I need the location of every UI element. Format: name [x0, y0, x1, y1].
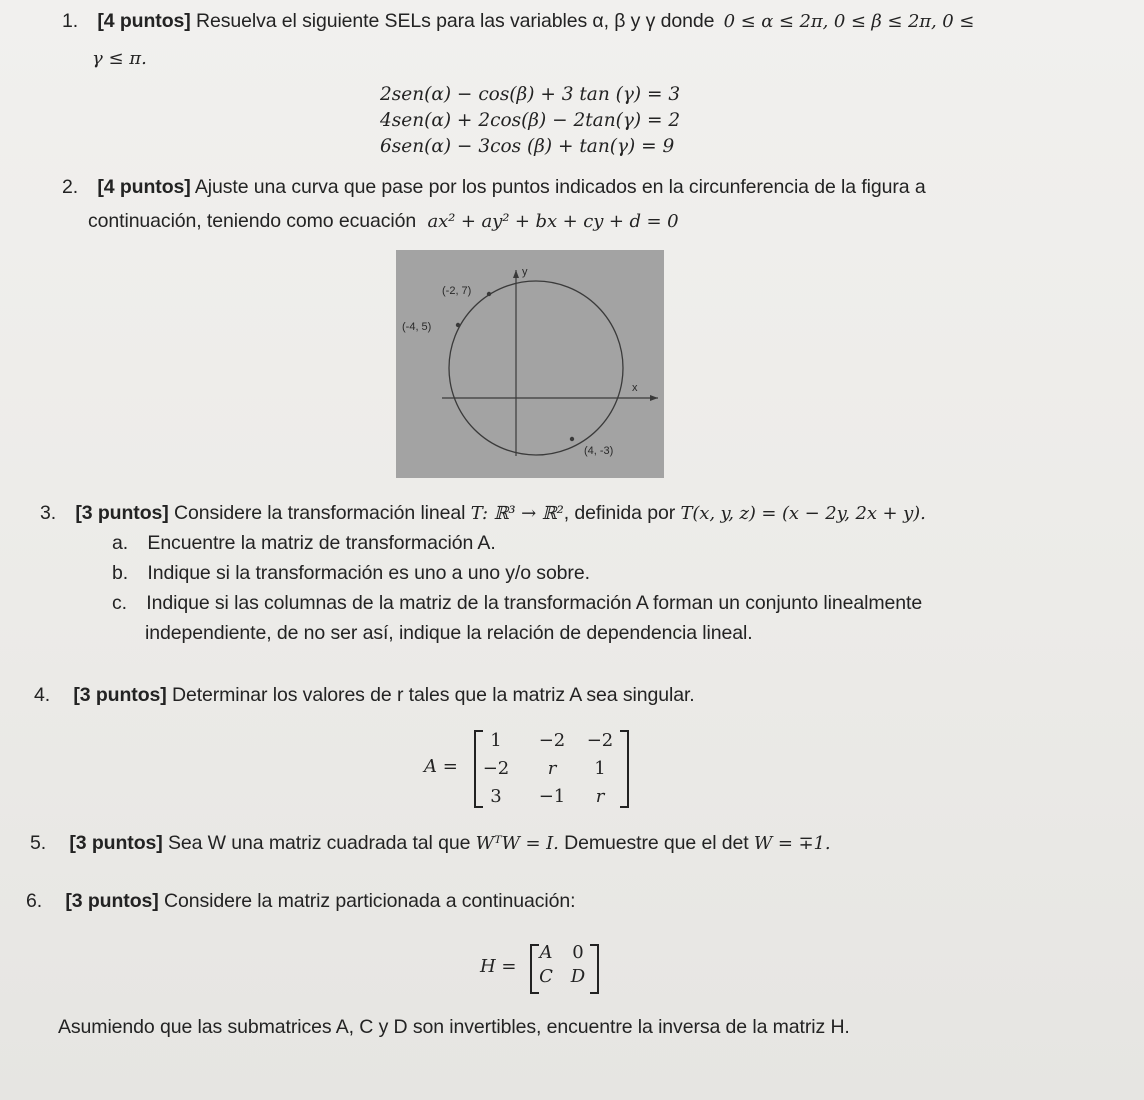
q3-item-c — [112, 592, 922, 615]
matrix-a-cell: 1 — [490, 730, 502, 751]
matrix-a-cell: 1 — [594, 758, 606, 779]
q4-text: Determinar los valores de r tales que la matriz A sea singular. — [171, 684, 695, 706]
matrix-a-name: A = — [424, 756, 458, 777]
q4-points: [3 puntos] — [73, 684, 167, 706]
circle-figure — [396, 250, 664, 478]
matrix-a-cell: 3 — [490, 786, 502, 807]
q1-text: Resuelva el siguiente SELs para las variables α, β y γ donde — [195, 10, 715, 32]
matrix-a-right-bracket — [620, 730, 629, 808]
q5-condition: WᵀW = I. — [475, 833, 559, 854]
q5-result: W = ∓1. — [753, 833, 831, 854]
x-axis-arrow — [650, 395, 658, 401]
q3-number: 3. — [40, 502, 57, 524]
q3-item-a — [112, 532, 496, 555]
q3-points: [3 puntos] — [75, 502, 169, 524]
q4-line — [34, 684, 695, 707]
q1-equation-2: 4sen(α) + 2cos(β) − 2tan(γ) = 2 — [380, 110, 681, 131]
q5-text: Sea W una matriz cuadrada tal que — [167, 832, 471, 854]
q3-c-text-2: independiente, de no ser así, indique la relación de dependencia lineal. — [145, 622, 753, 644]
q1-constraint-cont: γ ≤ π. — [92, 48, 147, 69]
q3-item-b — [112, 562, 590, 585]
circle-curve — [449, 281, 623, 455]
q1-line — [62, 10, 974, 33]
q5-number: 5. — [30, 832, 47, 854]
q1-constraint: 0 ≤ α ≤ 2π, 0 ≤ β ≤ 2π, 0 ≤ — [723, 11, 975, 32]
q1-equation-3: 6sen(α) − 3cos (β) + tan(γ) = 9 — [380, 136, 675, 157]
matrix-a-cell: r — [595, 786, 605, 807]
q2-points: [4 puntos] — [97, 176, 191, 198]
q3-mapping: T: ℝ³ → ℝ² — [470, 503, 564, 524]
y-axis-arrow — [513, 270, 519, 278]
q5-line — [30, 832, 831, 855]
matrix-a-cell: −1 — [538, 786, 566, 807]
q3-line — [40, 502, 926, 525]
point-label-2: (-4, 5) — [402, 321, 432, 333]
point-marker-2 — [456, 323, 460, 327]
x-axis-label: x — [632, 382, 638, 394]
q5-text-2: Demuestre que el det — [564, 832, 749, 854]
point-label-3: (4, -3) — [584, 445, 614, 457]
q3-c-text-1: Indique si las columnas de la matriz de la transformación A forman un conjunto linealmente — [146, 592, 923, 614]
q2-number: 2. — [62, 176, 79, 198]
q4-number: 4. — [34, 684, 51, 706]
matrix-h-name: H = — [480, 956, 517, 977]
q3-c-label: c. — [112, 592, 127, 614]
matrix-h-cell: C — [539, 966, 553, 987]
point-marker-3 — [570, 437, 574, 441]
q3-text-2: , definida por — [563, 502, 676, 524]
matrix-a-cell: r — [547, 758, 557, 779]
matrix-a-cell: −2 — [482, 758, 510, 779]
matrix-a-cell: −2 — [586, 730, 614, 751]
q1-equation-1: 2sen(α) − cos(β) + 3 tan (γ) = 3 — [380, 84, 681, 105]
matrix-a — [424, 728, 644, 812]
q2-line1 — [62, 176, 926, 199]
point-marker-1 — [487, 292, 491, 296]
q3-b-text: Indique si la transformación es uno a uno y/o sobre. — [147, 562, 590, 584]
q3-b-label: b. — [112, 562, 129, 584]
q1-number: 1. — [62, 10, 79, 32]
q6-number: 6. — [26, 890, 43, 912]
point-label-1: (-2, 7) — [442, 285, 472, 297]
circle-plot — [396, 250, 664, 478]
q2-text-1: Ajuste una curva que pase por los puntos indicados en la circunferencia de la figura a — [194, 176, 926, 198]
matrix-h — [480, 942, 620, 998]
q3-text: Considere la transformación lineal — [173, 502, 466, 524]
q2-text-2: continuación, teniendo como ecuación — [88, 210, 417, 232]
matrix-h-cell: 0 — [572, 942, 584, 963]
matrix-h-cell: D — [570, 966, 586, 987]
q1-points: [4 puntos] — [97, 10, 191, 32]
q2-equation: ax² + ay² + bx + cy + d = 0 — [427, 211, 679, 232]
q3-a-label: a. — [112, 532, 129, 554]
y-axis-label: y — [522, 266, 528, 278]
q6-conclusion: Asumiendo que las submatrices A, C y D son invertibles, encuentre la inversa de la matriz H. — [58, 1016, 850, 1038]
q6-line — [26, 890, 575, 913]
q3-definition: T(x, y, z) = (x − 2y, 2x + y). — [680, 503, 926, 524]
matrix-h-cell: A — [539, 942, 553, 963]
q6-text: Considere la matriz particionada a continuación: — [163, 890, 576, 912]
q3-a-text: Encuentre la matriz de transformación A. — [147, 532, 496, 554]
matrix-a-cell: −2 — [538, 730, 566, 751]
q5-points: [3 puntos] — [69, 832, 163, 854]
q2-line2 — [88, 210, 679, 233]
q6-points: [3 puntos] — [65, 890, 159, 912]
